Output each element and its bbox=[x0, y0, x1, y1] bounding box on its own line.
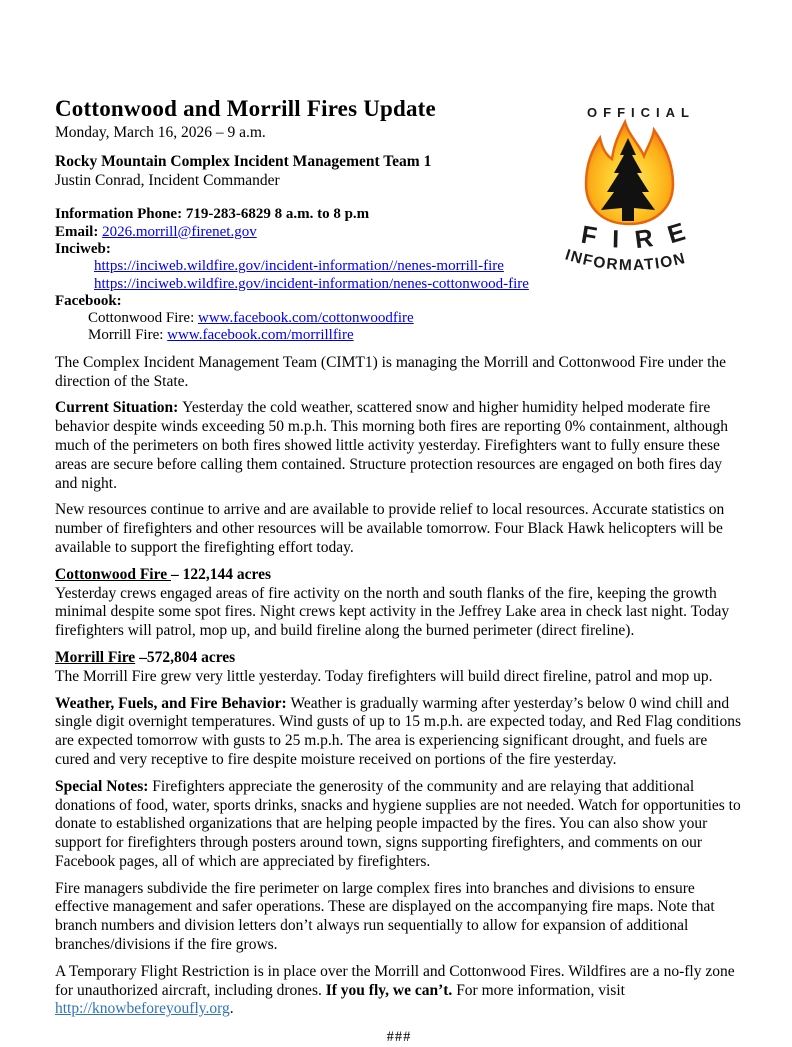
date-line: Monday, March 16, 2026 – 9 a.m. bbox=[55, 124, 266, 141]
text-segment: Yesterday the cold weather, scattered snow and higher humidity helped moderate fire behavior despite winds exceeding 50 m.p.h. This morning both fires are reporting 0% containment, although much of the perimeters on both fires showed little activity yesterday. Firefighters want to fully ensure these areas are secure before calling them contained. Structure protection resources are engaged on both fires day and night. bbox=[55, 399, 728, 492]
text-segment: Current Situation: bbox=[55, 399, 183, 417]
facebook-prefix: Morrill Fire: bbox=[88, 327, 168, 344]
body-paragraph bbox=[55, 585, 743, 641]
text-segment: Weather, Fuels, and Fire Behavior: bbox=[55, 694, 291, 712]
phone-label: Information Phone: bbox=[55, 206, 183, 223]
body-paragraph bbox=[55, 501, 743, 557]
body-paragraph bbox=[55, 880, 743, 955]
document-body bbox=[55, 354, 743, 1020]
page-title: Cottonwood and Morrill Fires Update bbox=[55, 96, 436, 121]
text-segment: Fire managers subdivide the fire perimeter on large complex fires into branches and divisions to ensure effective management and safer operations. These are displayed on the accompanying fire maps. Note that branch numbers and division letters don’t always run sequentially to allow for expansion of additional branches/divisions if the fire grows. bbox=[55, 879, 715, 954]
text-segment: Weather is gradually warming after yesterday’s below 0 wind chill and single digit overnight temperatures. Wind gusts of up to 15 m.p.h. are expected today, and Red Flag conditions are expected tomorrow with gusts to 25 m.p.h. The area is experiencing significant drought, and fuels are cured and very receptive to fire despite moisture received on portions of the fire yesterday. bbox=[55, 694, 741, 768]
text-segment: Yesterday crews engaged areas of fire activity on the north and south flanks of the fire, keeping the growth minimal despite some spot fires. Night crews kept activity in the Jeffrey Lake area in check last night. Today firefighters will patrol, mop up, and build fireline along the burned perimeter (direct fireline). bbox=[55, 584, 730, 640]
phone-value: 719-283-6829 8 a.m. to 8 p.m bbox=[185, 206, 370, 223]
text-segment: Special Notes: bbox=[55, 777, 153, 795]
facebook-cottonwood-link[interactable]: www.facebook.com/cottonwoodfire bbox=[198, 310, 414, 327]
body-paragraph bbox=[55, 695, 743, 770]
logo-official-text: OFFICIAL bbox=[587, 105, 695, 120]
text-segment: A Temporary Flight Restriction is in place over the Morrill and Cottonwood Fires. Wildfires are a no-fly zone for unauthorized aircraft, including drones. bbox=[55, 962, 735, 999]
facebook-morrill-link[interactable]: www.facebook.com/morrillfire bbox=[167, 327, 354, 344]
text-segment: New resources continue to arrive and are available to provide relief to local resources. Accurate statistics on number of firefighters and other resources will be available tomorrow. Four Black Hawk helicopters will be available to support the firefighting effort today. bbox=[55, 501, 725, 556]
fire-information-logo-svg bbox=[551, 102, 721, 290]
email-link[interactable]: 2026.morrill@firenet.gov bbox=[102, 223, 257, 240]
section-heading bbox=[55, 649, 743, 668]
text-segment: –572,804 acres bbox=[135, 648, 236, 666]
text-segment: For more information, visit bbox=[452, 981, 625, 999]
commander-line: Justin Conrad, Incident Commander bbox=[55, 171, 280, 189]
section-heading bbox=[55, 566, 743, 585]
text-segment: The Complex Incident Management Team (CIMT1) is managing the Morrill and Cottonwood Fire under the direction of the State. bbox=[55, 353, 727, 390]
text-segment: . bbox=[229, 1000, 234, 1018]
email-label: Email: bbox=[55, 223, 99, 240]
logo-information-text: INFORMATION bbox=[562, 246, 688, 275]
facebook-prefix: Cottonwood Fire: bbox=[88, 310, 199, 327]
text-segment: Firefighters appreciate the generosity of the community and are relaying that additional donations of food, water, sports drinks, snacks and hygiene supplies are not needed. Watch for opportunities to donate to established organizations that are helping people impacted by the fires. You can also show your support for firefighters through posters around town, signs supporting firefighters, and comments on our Facebook pages, all of which are appreciated by firefighters. bbox=[55, 777, 741, 870]
body-paragraph bbox=[55, 963, 743, 1019]
logo-fire-text: FIRE bbox=[579, 212, 705, 255]
facebook-row bbox=[55, 327, 741, 344]
inciweb-morrill-link[interactable]: https://inciweb.wildfire.gov/incident-information//nenes-morrill-fire bbox=[94, 258, 504, 275]
team-line: Rocky Mountain Complex Incident Management Team 1 bbox=[55, 152, 432, 170]
inciweb-label: Inciweb: bbox=[55, 240, 111, 257]
end-mark: ### bbox=[386, 1029, 412, 1046]
body-paragraph bbox=[55, 668, 743, 687]
body-paragraph bbox=[55, 399, 743, 493]
fire-information-logo bbox=[551, 102, 721, 290]
text-segment: Morrill Fire bbox=[55, 648, 136, 666]
body-paragraph bbox=[55, 778, 743, 872]
text-segment: The Morrill Fire grew very little yesterday. Today firefighters will build direct fireline, patrol and mop up. bbox=[55, 667, 713, 685]
inciweb-cottonwood-link[interactable]: https://inciweb.wildfire.gov/incident-information/nenes-cottonwood-fire bbox=[94, 275, 529, 292]
facebook-row bbox=[55, 310, 741, 327]
body-paragraph bbox=[55, 354, 743, 392]
text-segment: Cottonwood Fire bbox=[55, 565, 171, 583]
facebook-label: Facebook: bbox=[55, 292, 122, 309]
inline-link[interactable]: http://knowbeforeyoufly.org bbox=[55, 1000, 230, 1018]
text-segment: If you fly, we can’t. bbox=[325, 981, 453, 999]
text-segment: – 122,144 acres bbox=[170, 565, 271, 583]
